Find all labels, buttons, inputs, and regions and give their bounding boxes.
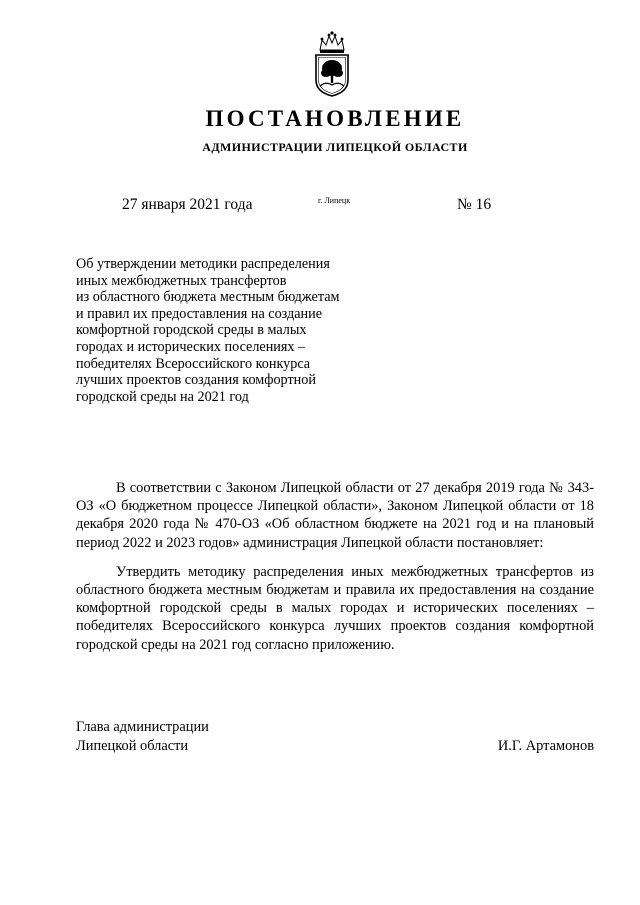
- body-paragraph-resolution: Утвердить методику распределения иных межбюджетных трансфертов из областного бюджета местным бюджетам и правила их предоставления на создание комфортной городской среды в малых городах и исторических поселениях – победителях Всероссийского конкурса лучших проектов создания комфортной городской среды на 2021 год согласно приложению.: [76, 563, 594, 653]
- title-line: иных межбюджетных трансфертов: [76, 272, 287, 289]
- signatory-position-line: Глава администрации: [76, 719, 209, 735]
- signatory-position: [76, 718, 209, 755]
- document-date: 27 января 2021 года: [122, 196, 253, 213]
- document-body: [76, 479, 594, 654]
- title-line: победителях Всероссийского конкурса: [76, 355, 311, 372]
- issuer-heading: АДМИНИСТРАЦИИ ЛИПЕЦКОЙ ОБЛАСТИ: [202, 140, 468, 154]
- coat-of-arms-icon: [312, 28, 352, 98]
- title-line: городской среды на 2021 год: [76, 388, 249, 405]
- body-paragraph-preamble: В соответствии с Законом Липецкой области от 27 декабря 2019 года № 343-ОЗ «О бюджетном процессе Липецкой области», Законом Липецкой области от 18 декабря 2020 года № 470-ОЗ «Об областном бюджете на 2021 год и на плановый период 2022 и 2023 годов» администрация Липецкой области постановляет:: [76, 480, 594, 551]
- document-title: [76, 256, 376, 405]
- signatory-position-line: Липецкой области: [76, 737, 189, 754]
- title-line: городах и исторических поселениях –: [76, 338, 306, 355]
- signatory-name: И.Г. Артамонов: [497, 738, 594, 754]
- title-line: из областного бюджета местным бюджетам: [76, 289, 340, 306]
- document-type-heading: ПОСТАНОВЛЕНИЕ: [205, 106, 465, 131]
- title-line: комфортной городской среды в малых: [76, 322, 307, 339]
- document-city: г. Липецк: [318, 196, 351, 205]
- document-number: № 16: [457, 196, 492, 213]
- title-line: и правил их предоставления на создание: [76, 305, 323, 322]
- title-line: лучших проектов создания комфортной: [76, 372, 316, 389]
- title-line: Об утверждении методики распределения: [76, 256, 330, 272]
